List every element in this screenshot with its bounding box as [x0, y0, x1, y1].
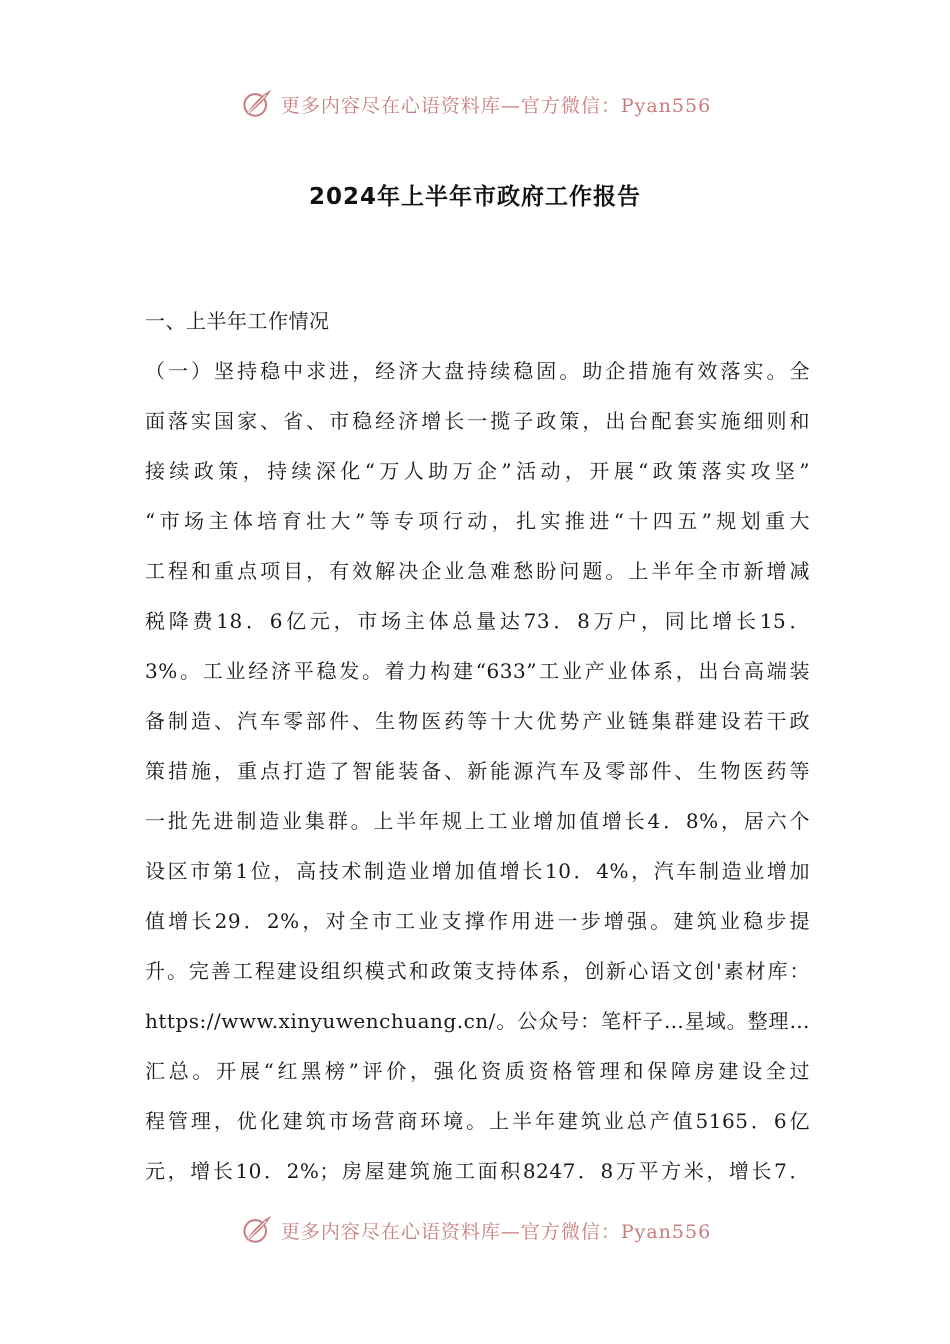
body-line: 一批先进制造业集群。上半年规上工业增加值增长4．8%，居六个 — [145, 809, 810, 833]
body-line: 工程和重点项目，有效解决企业急难愁盼问题。上半年全市新增减 — [145, 559, 810, 583]
body-line: 面落实国家、省、市稳经济增长一揽子政策，出台配套实施细则和 — [145, 409, 810, 433]
body-line: （一）坚持稳中求进，经济大盘持续稳固。助企措施有效落实。全 — [145, 359, 810, 383]
quill-pen-logo-icon — [239, 86, 275, 122]
body-line-url: https://www.xinyuwenchuang.cn/。公众号：笔杆子…星域。整理… — [145, 1009, 810, 1033]
body-line: 值增长29．2%，对全市工业支撑作用进一步增强。建筑业稳步提 — [145, 909, 810, 933]
header-watermark — [0, 84, 950, 124]
body-line: 程管理，优化建筑市场营商环境。上半年建筑业总产值5165．6亿 — [145, 1109, 810, 1133]
footer-watermark — [0, 1210, 950, 1250]
body-line: “市场主体培育壮大”等专项行动，扎实推进“十四五”规划重大 — [145, 509, 810, 533]
footer-watermark-text: 更多内容尽在心语资料库—官方微信：Pyan556 — [280, 1220, 712, 1243]
section-heading: 一、上半年工作情况 — [145, 309, 330, 333]
body-line: 策措施，重点打造了智能装备、新能源汽车及零部件、生物医药等 — [145, 759, 810, 783]
quill-pen-logo-icon — [239, 1212, 275, 1248]
body-line: 汇总。开展“红黑榜”评价，强化资质资格管理和保障房建设全过 — [145, 1059, 810, 1083]
document-body — [145, 296, 810, 1196]
body-line: 3%。工业经济平稳发。着力构建“633”工业产业体系，出台高端装 — [145, 659, 810, 683]
body-line: 备制造、汽车零部件、生物医药等十大优势产业链集群建设若干政 — [145, 709, 810, 733]
body-line: 税降费18．6亿元，市场主体总量达73．8万户，同比增长15． — [145, 609, 810, 633]
body-line: 元，增长10．2%；房屋建筑施工面积8247．8万平方米，增长7． — [145, 1159, 810, 1183]
body-line: 设区市第1位，高技术制造业增加值增长10．4%，汽车制造业增加 — [145, 859, 810, 883]
body-line: 升。完善工程建设组织模式和政策支持体系，创新心语文创'素材库： — [145, 959, 810, 983]
document-title: 2024年上半年市政府工作报告 — [308, 184, 641, 210]
header-watermark-text: 更多内容尽在心语资料库—官方微信：Pyan556 — [280, 94, 712, 117]
body-line: 接续政策，持续深化“万人助万企”活动，开展“政策落实攻坚” — [145, 459, 810, 483]
